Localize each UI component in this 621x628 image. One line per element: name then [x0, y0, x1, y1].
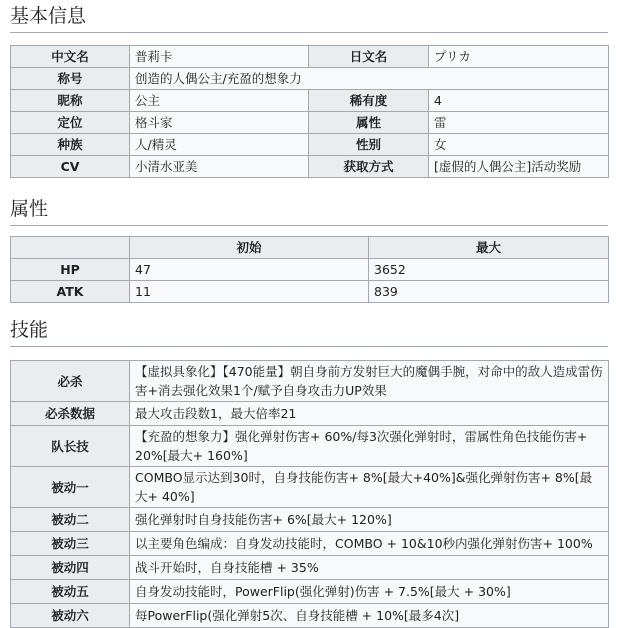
row-label: HP — [11, 259, 130, 281]
row-value: 小清水亚美 — [130, 156, 309, 178]
row-label: 队长技 — [11, 426, 130, 467]
skills-table — [10, 360, 609, 628]
row-value: 强化弹射时自身技能伤害+ 6%[最大+ 120%] — [130, 508, 609, 532]
row-label: 定位 — [11, 112, 130, 134]
row-value: 格斗家 — [130, 112, 309, 134]
row-label: 被动六 — [11, 604, 130, 628]
table-row — [11, 532, 609, 556]
row-label: 被动一 — [11, 467, 130, 508]
row-label: 日文名 — [309, 46, 429, 68]
row-value: 4 — [429, 90, 609, 112]
row-value: プリカ — [429, 46, 609, 68]
section-heading-skills: 技能 — [10, 318, 608, 347]
row-value: 自身发动技能时，PowerFlip(强化弹射)伤害 + 7.5%[最大 + 30%] — [130, 580, 609, 604]
row-value: 创造的人偶公主/充盈的想象力 — [130, 68, 609, 90]
row-label: CV — [11, 156, 130, 178]
column-header-max: 最大 — [369, 237, 609, 259]
row-label: 被动二 — [11, 508, 130, 532]
row-label: 必杀数据 — [11, 402, 130, 426]
table-row — [11, 580, 609, 604]
row-value: 【虚拟具象化】【470能量】朝自身前方发射巨大的魔偶手腕，对命中的敌人造成雷伤害+消去强化效果1个/赋予自身攻击力UP效果 — [130, 361, 609, 402]
column-header-initial: 初始 — [130, 237, 369, 259]
row-label: ATK — [11, 281, 130, 303]
attributes-table — [10, 236, 609, 303]
row-label: 必杀 — [11, 361, 130, 402]
row-value: 战斗开始时，自身技能槽 + 35% — [130, 556, 609, 580]
table-row — [11, 281, 609, 303]
row-value: 以主要角色编成：自身发动技能时，COMBO + 10&10秒内强化弹射伤害+ 100% — [130, 532, 609, 556]
row-label: 被动四 — [11, 556, 130, 580]
initial-value: 47 — [130, 259, 369, 281]
row-value: 【充盈的想象力】强化弹射伤害+ 60%/每3次强化弹射时，雷属性角色技能伤害+ 20%[最大+ 160%] — [130, 426, 609, 467]
section-heading-attributes: 属性 — [10, 197, 608, 226]
row-label: 属性 — [309, 112, 429, 134]
section-heading-basic-info: 基本信息 — [10, 4, 608, 33]
table-row — [11, 112, 609, 134]
table-row — [11, 508, 609, 532]
row-value: 普莉卡 — [130, 46, 309, 68]
row-value: 每PowerFlip(强化弹射5次、自身技能槽 + 10%[最多4次] — [130, 604, 609, 628]
table-row — [11, 134, 609, 156]
row-value: 最大攻击段数1，最大倍率21 — [130, 402, 609, 426]
table-row — [11, 556, 609, 580]
row-label: 被动五 — [11, 580, 130, 604]
row-label: 获取方式 — [309, 156, 429, 178]
row-value: 雷 — [429, 112, 609, 134]
table-row — [11, 361, 609, 402]
row-label: 被动三 — [11, 532, 130, 556]
row-label: 昵称 — [11, 90, 130, 112]
row-label: 中文名 — [11, 46, 130, 68]
row-label: 稀有度 — [309, 90, 429, 112]
table-row — [11, 402, 609, 426]
table-row — [11, 90, 609, 112]
max-value: 3652 — [369, 259, 609, 281]
row-value: 人/精灵 — [130, 134, 309, 156]
table-row — [11, 259, 609, 281]
table-header-row — [11, 237, 609, 259]
row-value: [虚假的人偶公主]活动奖励 — [429, 156, 609, 178]
table-row — [11, 426, 609, 467]
basic-info-table — [10, 45, 609, 178]
row-label: 性别 — [309, 134, 429, 156]
max-value: 839 — [369, 281, 609, 303]
row-value: 公主 — [130, 90, 309, 112]
initial-value: 11 — [130, 281, 369, 303]
table-row — [11, 467, 609, 508]
table-row — [11, 68, 609, 90]
column-header — [11, 237, 130, 259]
row-label: 种族 — [11, 134, 130, 156]
row-label: 称号 — [11, 68, 130, 90]
table-row — [11, 46, 609, 68]
row-value: COMBO显示达到30时，自身技能伤害+ 8%[最大+40%]&强化弹射伤害+ 8%[最大+ 40%] — [130, 467, 609, 508]
row-value: 女 — [429, 134, 609, 156]
table-row — [11, 604, 609, 628]
table-row — [11, 156, 609, 178]
